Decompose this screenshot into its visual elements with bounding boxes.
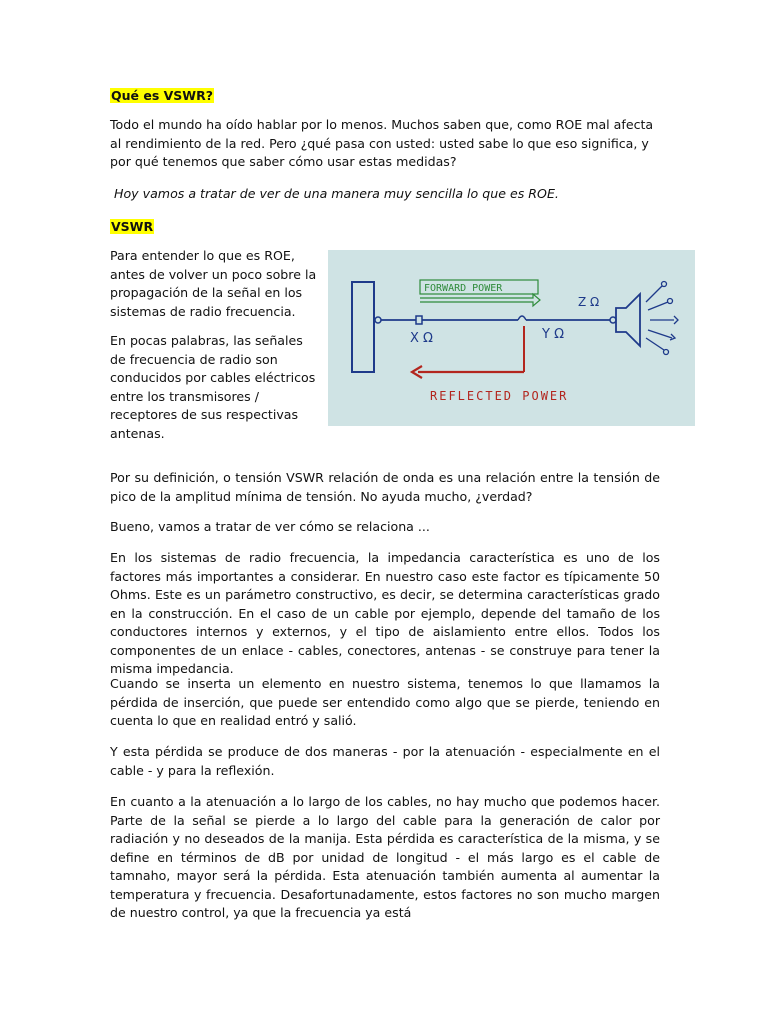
heading-vswr: VSWR xyxy=(111,219,154,234)
radiation-arrows xyxy=(646,282,678,355)
side-paragraph-1: Para entender lo que es ROE, antes de volver un poco sobre la propagación de la señal en los sistemas de radio frecuencia. xyxy=(110,248,317,319)
vswr-diagram-figure xyxy=(328,250,695,426)
y-ohm-label: Y Ω xyxy=(542,327,565,342)
side-paragraph-2: En pocas palabras, las señales de frecuencia de radio son conducidos por cables eléctricos entre los transmisores / receptores de sus respectivas antenas. xyxy=(110,333,316,441)
reflected-power-label: REFLECTED POWER xyxy=(430,389,569,403)
paragraph-atenuacion: En cuanto a la atenuación a lo largo de los cables, no hay mucho que podemos hacer. Parte de la señal se pierde a lo largo del cable para la generación de calor por radiación y no deseados de la manija. Esta pérdida es característica de la misma, y se define en términos de dB por unidad de longitud - el más largo es el cable de tamnaho, mayor será la pérdida. Esta atenuación también aumenta al aumentar la temperatura y frecuencia. Desafortunadamente, estos factores no son mucho margen de nuestro control, ya que la frecuencia ya está xyxy=(110,794,660,920)
paragraph-bueno: Bueno, vamos a tratar de ver cómo se relaciona ... xyxy=(110,519,430,534)
paragraph-definicion: Por su definición, o tensión VSWR relación de onda es una relación entre la tensión de pico de la amplitud mínima de tensión. No ayuda mucho, ¿verdad? xyxy=(110,470,660,504)
forward-arrow xyxy=(420,294,540,306)
intro-paragraph: Todo el mundo ha oído hablar por lo menos. Muchos saben que, como ROE mal afecta al rendimiento de la red. Pero ¿qué pasa con usted: usted sabe lo que eso significa, y por qué tenemos que saber cómo usar estas medidas? xyxy=(110,117,654,169)
transmitter-box xyxy=(352,282,374,372)
x-ohm-label: X Ω xyxy=(410,331,433,346)
paragraph-perdida: Y esta pérdida se produce de dos maneras - por la atenuación - especialmente en el cable - y para la reflexión. xyxy=(110,744,660,778)
antenna-icon xyxy=(616,294,640,346)
heading-que-es-vswr: Qué es VSWR? xyxy=(111,88,213,103)
paragraph-inserta: Cuando se inserta un elemento en nuestro sistema, tenemos lo que llamamos la pérdida de inserción, que puede ser entendido como algo que se pierde, teniendo en cuenta lo que en realidad entró y salió. xyxy=(110,676,660,728)
paragraph-impedancia: En los sistemas de radio frecuencia, la impedancia característica es uno de los factores más importantes a considerar. En nuestro caso este factor es típicamente 50 Ohms. Este es un parámetro constructivo, es decir, se determina características grado en la construcción. En el caso de un cable por ejemplo, depende del tamaño de los conductores internos y externos, y el tipo de aislamiento entre ellos. Todos los componentes de un enlace - cables, conectores, antenas - se construye para tener la misma impedancia. xyxy=(110,550,660,676)
z-ohm-label: Z Ω xyxy=(578,295,600,309)
intro-italic-paragraph: Hoy vamos a tratar de ver de una manera muy sencilla lo que es ROE. xyxy=(114,186,559,201)
vswr-diagram xyxy=(328,250,695,426)
forward-power-label: FORWARD POWER xyxy=(424,283,503,294)
